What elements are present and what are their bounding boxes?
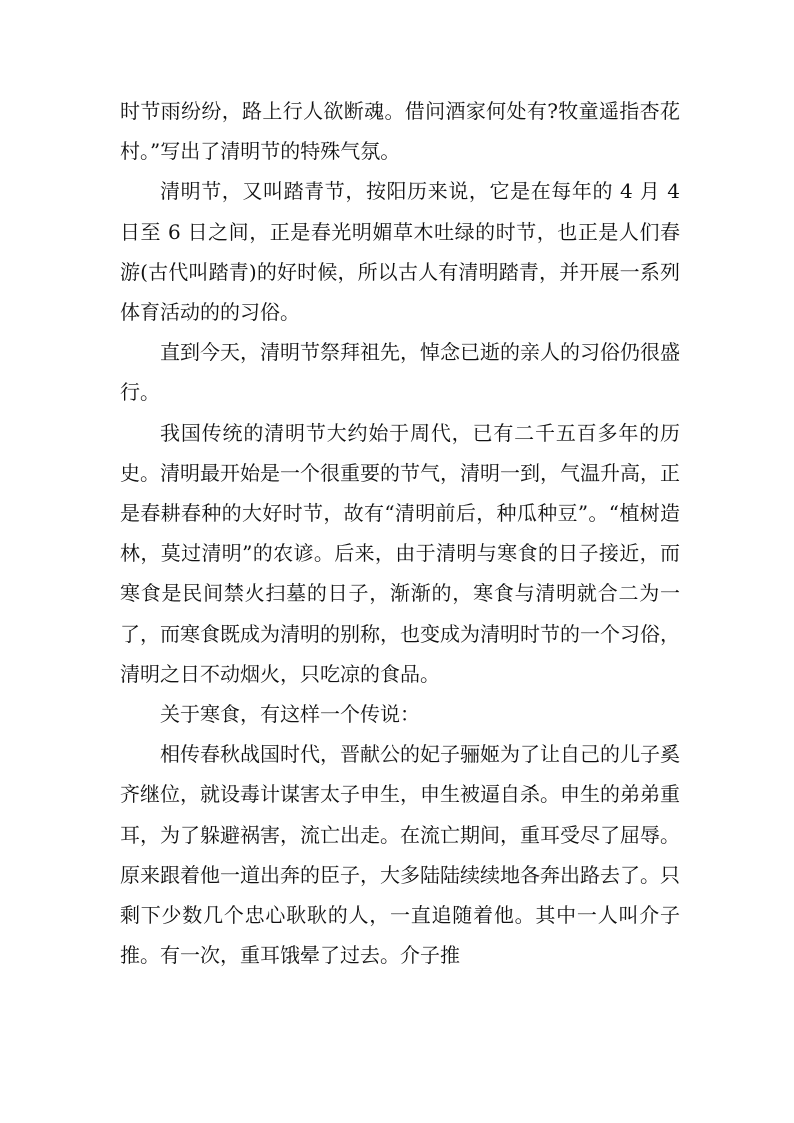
paragraph-4: 我国传统的清明节大约始于周代，已有二千五百多年的历史。清明最开始是一个很重要的节气，清明一到，气温升高，正是春耕春种的大好时节，故有“清明前后，种瓜种豆”。“植树造林，莫过清明”的农谚。后来，由于清明与寒食的日子接近，而寒食是民间禁火扫墓的日子，渐渐的，寒食与清明就合二为一了，而寒食既成为清明的别称，也变成为清明时节的一个习俗，清明之日不动烟火，只吃凉的食品。 xyxy=(120,420,680,686)
document-body xyxy=(120,91,680,975)
paragraph-1: 时节雨纷纷，路上行人欲断魂。借问酒家何处有?牧童遥指杏花村。”写出了清明节的特殊气氛。 xyxy=(120,99,680,164)
paragraph-5: 关于寒食，有这样一个传说： xyxy=(160,702,420,727)
paragraph-6: 相传春秋战国时代，晋献公的妃子骊姬为了让自己的儿子奚齐继位，就设毒计谋害太子申生，申生被逼自杀。申生的弟弟重耳，为了躲避祸害，流亡出走。在流亡期间，重耳受尽了屈辱。原来跟着他一道出奔的臣子，大多陆陆续续地各奔出路去了。只剩下少数几个忠心耿耿的人，一直追随着他。其中一人叫介子推。有一次，重耳饿晕了过去。介子推 xyxy=(120,742,680,968)
paragraph-2: 清明节，又叫踏青节，按阳历来说，它是在每年的 4 月 4 日至 6 日之间，正是春光明媚草木吐绿的时节，也正是人们春游(古代叫踏青)的好时候，所以古人有清明踏青，并开展一系列体育活动的的习俗。 xyxy=(120,179,680,325)
paragraph-3: 直到今天，清明节祭拜祖先，悼念已逝的亲人的习俗仍很盛行。 xyxy=(120,340,680,405)
